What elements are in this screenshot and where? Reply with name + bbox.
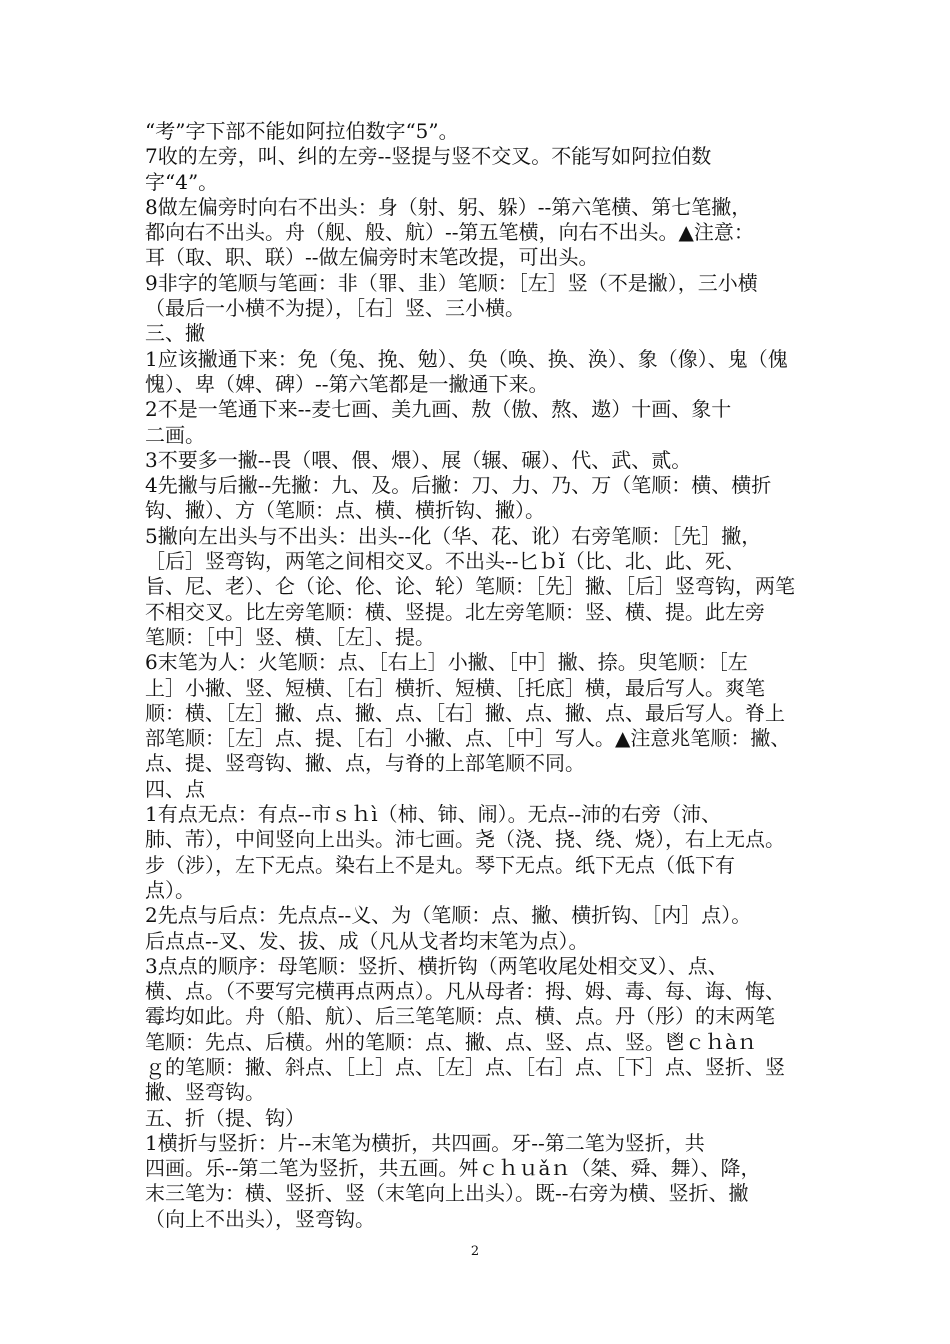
text-line: （向上不出头），竖弯钩。 [145, 1206, 375, 1231]
text-line: 2不是一笔通下来--麦七画、美九画、敖（傲、熬、遨）十画、象十 [145, 397, 732, 422]
document-body [145, 119, 815, 1232]
text-line: 愧）、卑（婢、碑）--第六笔都是一撇通下来。 [145, 371, 549, 396]
text-line: 字“4”。 [145, 169, 219, 194]
text-line: 不相交叉。比左旁笔顺：横、竖提。北左旁笔顺：竖、横、提。此左旁 [145, 599, 765, 624]
text-line: ｇ的笔顺：撇、斜点、［上］点、［左］点、［右］点、［下］点、竖折、竖 [145, 1054, 785, 1079]
text-line: 顺：横、［左］撇、点、撇、点、［右］撇、点、撇、点、最后写人。脊上 [145, 700, 785, 725]
text-line: 钩、撇）、方（笔顺：点、横、横折钩、撇）。 [145, 498, 545, 523]
text-line: 点、提、竖弯钩、撇、点，与脊的上部笔顺不同。 [145, 751, 585, 776]
text-line: 末三笔为：横、竖折、竖（末笔向上出头）。既--右旁为横、竖折、撇 [145, 1181, 749, 1206]
page-number: 2 [470, 1244, 480, 1259]
text-line: 4先撇与后撇--先撇：九、及。后撇：刀、力、乃、万（笔顺：横、横折 [145, 473, 772, 498]
text-line: 部笔顺：［左］点、提、［右］小撇、点、［中］写人。▲注意兆笔顺：撇、 [145, 726, 791, 751]
text-line: 旨、尼、老）、仑（论、伦、论、轮）笔顺：［先］撇、［后］竖弯钩，两笔 [145, 574, 795, 599]
text-line: 5撇向左出头与不出头：出头--化（华、花、讹）右旁笔顺：［先］撇， [145, 523, 762, 548]
text-line: 步（涉），左下无点。染右上不是丸。琴下无点。纸下无点（低下有 [145, 852, 735, 877]
text-line: 撇、竖弯钩。 [145, 1080, 265, 1105]
text-line: 3点点的顺序：母笔顺：竖折、横折钩（两笔收尾处相交叉）、点、 [145, 953, 728, 978]
text-line: 后点点--叉、发、拔、成（凡从戈者均末笔为点）。 [145, 928, 589, 953]
text-line: 3不要多一撇--畏（喂、偎、煨）、展（辗、碾）、代、武、贰。 [145, 447, 692, 472]
text-line: 1应该撇通下来：免（兔、挽、勉）、奂（唤、换、涣）、象（像）、鬼（傀 [145, 346, 788, 371]
text-line: 耳（取、职、联）--做左偏旁时末笔改提，可出头。 [145, 245, 599, 270]
section-heading: 三、撇 [145, 321, 205, 346]
text-line: 四画。乐--第二笔为竖折，共五画。舛ｃｈｕǎｎ（桀、舜、舞）、降， [145, 1156, 761, 1181]
text-line: 7收的左旁，叫、纠的左旁--竖提与竖不交叉。不能写如阿拉伯数 [145, 144, 712, 169]
text-line: 肺、芾），中间竖向上出头。沛七画。尧（浇、挠、绕、烧），右上无点。 [145, 827, 785, 852]
text-line: 都向右不出头。舟（舰、般、航）--第五笔横，向右不出头。▲注意： [145, 220, 754, 245]
text-line: （最后一小横不为提），［右］竖、三小横。 [145, 296, 525, 321]
text-line: 8做左偏旁时向右不出头：身（射、躬、躲）--第六笔横、第七笔撇， [145, 194, 752, 219]
text-line: “考”字下部不能如阿拉伯数字“5”。 [145, 119, 459, 143]
section-heading: 四、点 [145, 776, 205, 801]
text-line: ［后］竖弯钩，两笔之间相交叉。不出头--匕ｂǐ（比、北、此、死、 [145, 549, 745, 574]
text-line: 9非字的笔顺与笔画：非（罪、韭）笔顺：［左］竖（不是撇），三小横 [145, 270, 758, 295]
text-line: 二画。 [145, 422, 205, 447]
text-line: 点）。 [145, 877, 195, 902]
text-line: 横、点。（不要写完横再点两点）。凡从母者：拇、姆、毒、每、诲、悔、 [145, 979, 785, 1004]
text-line: 1横折与竖折：片--末笔为横折，共四画。牙--第二笔为竖折，共 [145, 1130, 705, 1155]
text-line: 1有点无点：有点--市ｓｈì（柿、铈、闹）。无点--沛的右旁（沛、 [145, 802, 722, 827]
section-heading: 五、折（提、钩） [145, 1105, 305, 1130]
text-line: 笔顺：［中］竖、横、［左］、提。 [145, 624, 435, 649]
text-line: 上］小撇、竖、短横、［右］横折、短横、［托底］横，最后写人。爽笔 [145, 675, 765, 700]
text-line: 笔顺：先点、后横。州的笔顺：点、撇、点、竖、点、竖。鬯ｃｈàｎ [145, 1029, 757, 1054]
text-line: 霉均如此。舟（船、航）、后三笔笔顺：点、横、点。丹（彤）的末两笔 [145, 1004, 775, 1029]
text-line: 6末笔为人：火笔顺：点、［右上］小撇、［中］撇、捺。臾笔顺：［左 [145, 650, 748, 675]
text-line: 2先点与后点：先点点--义、为（笔顺：点、撇、横折钩、［内］点）。 [145, 903, 752, 928]
